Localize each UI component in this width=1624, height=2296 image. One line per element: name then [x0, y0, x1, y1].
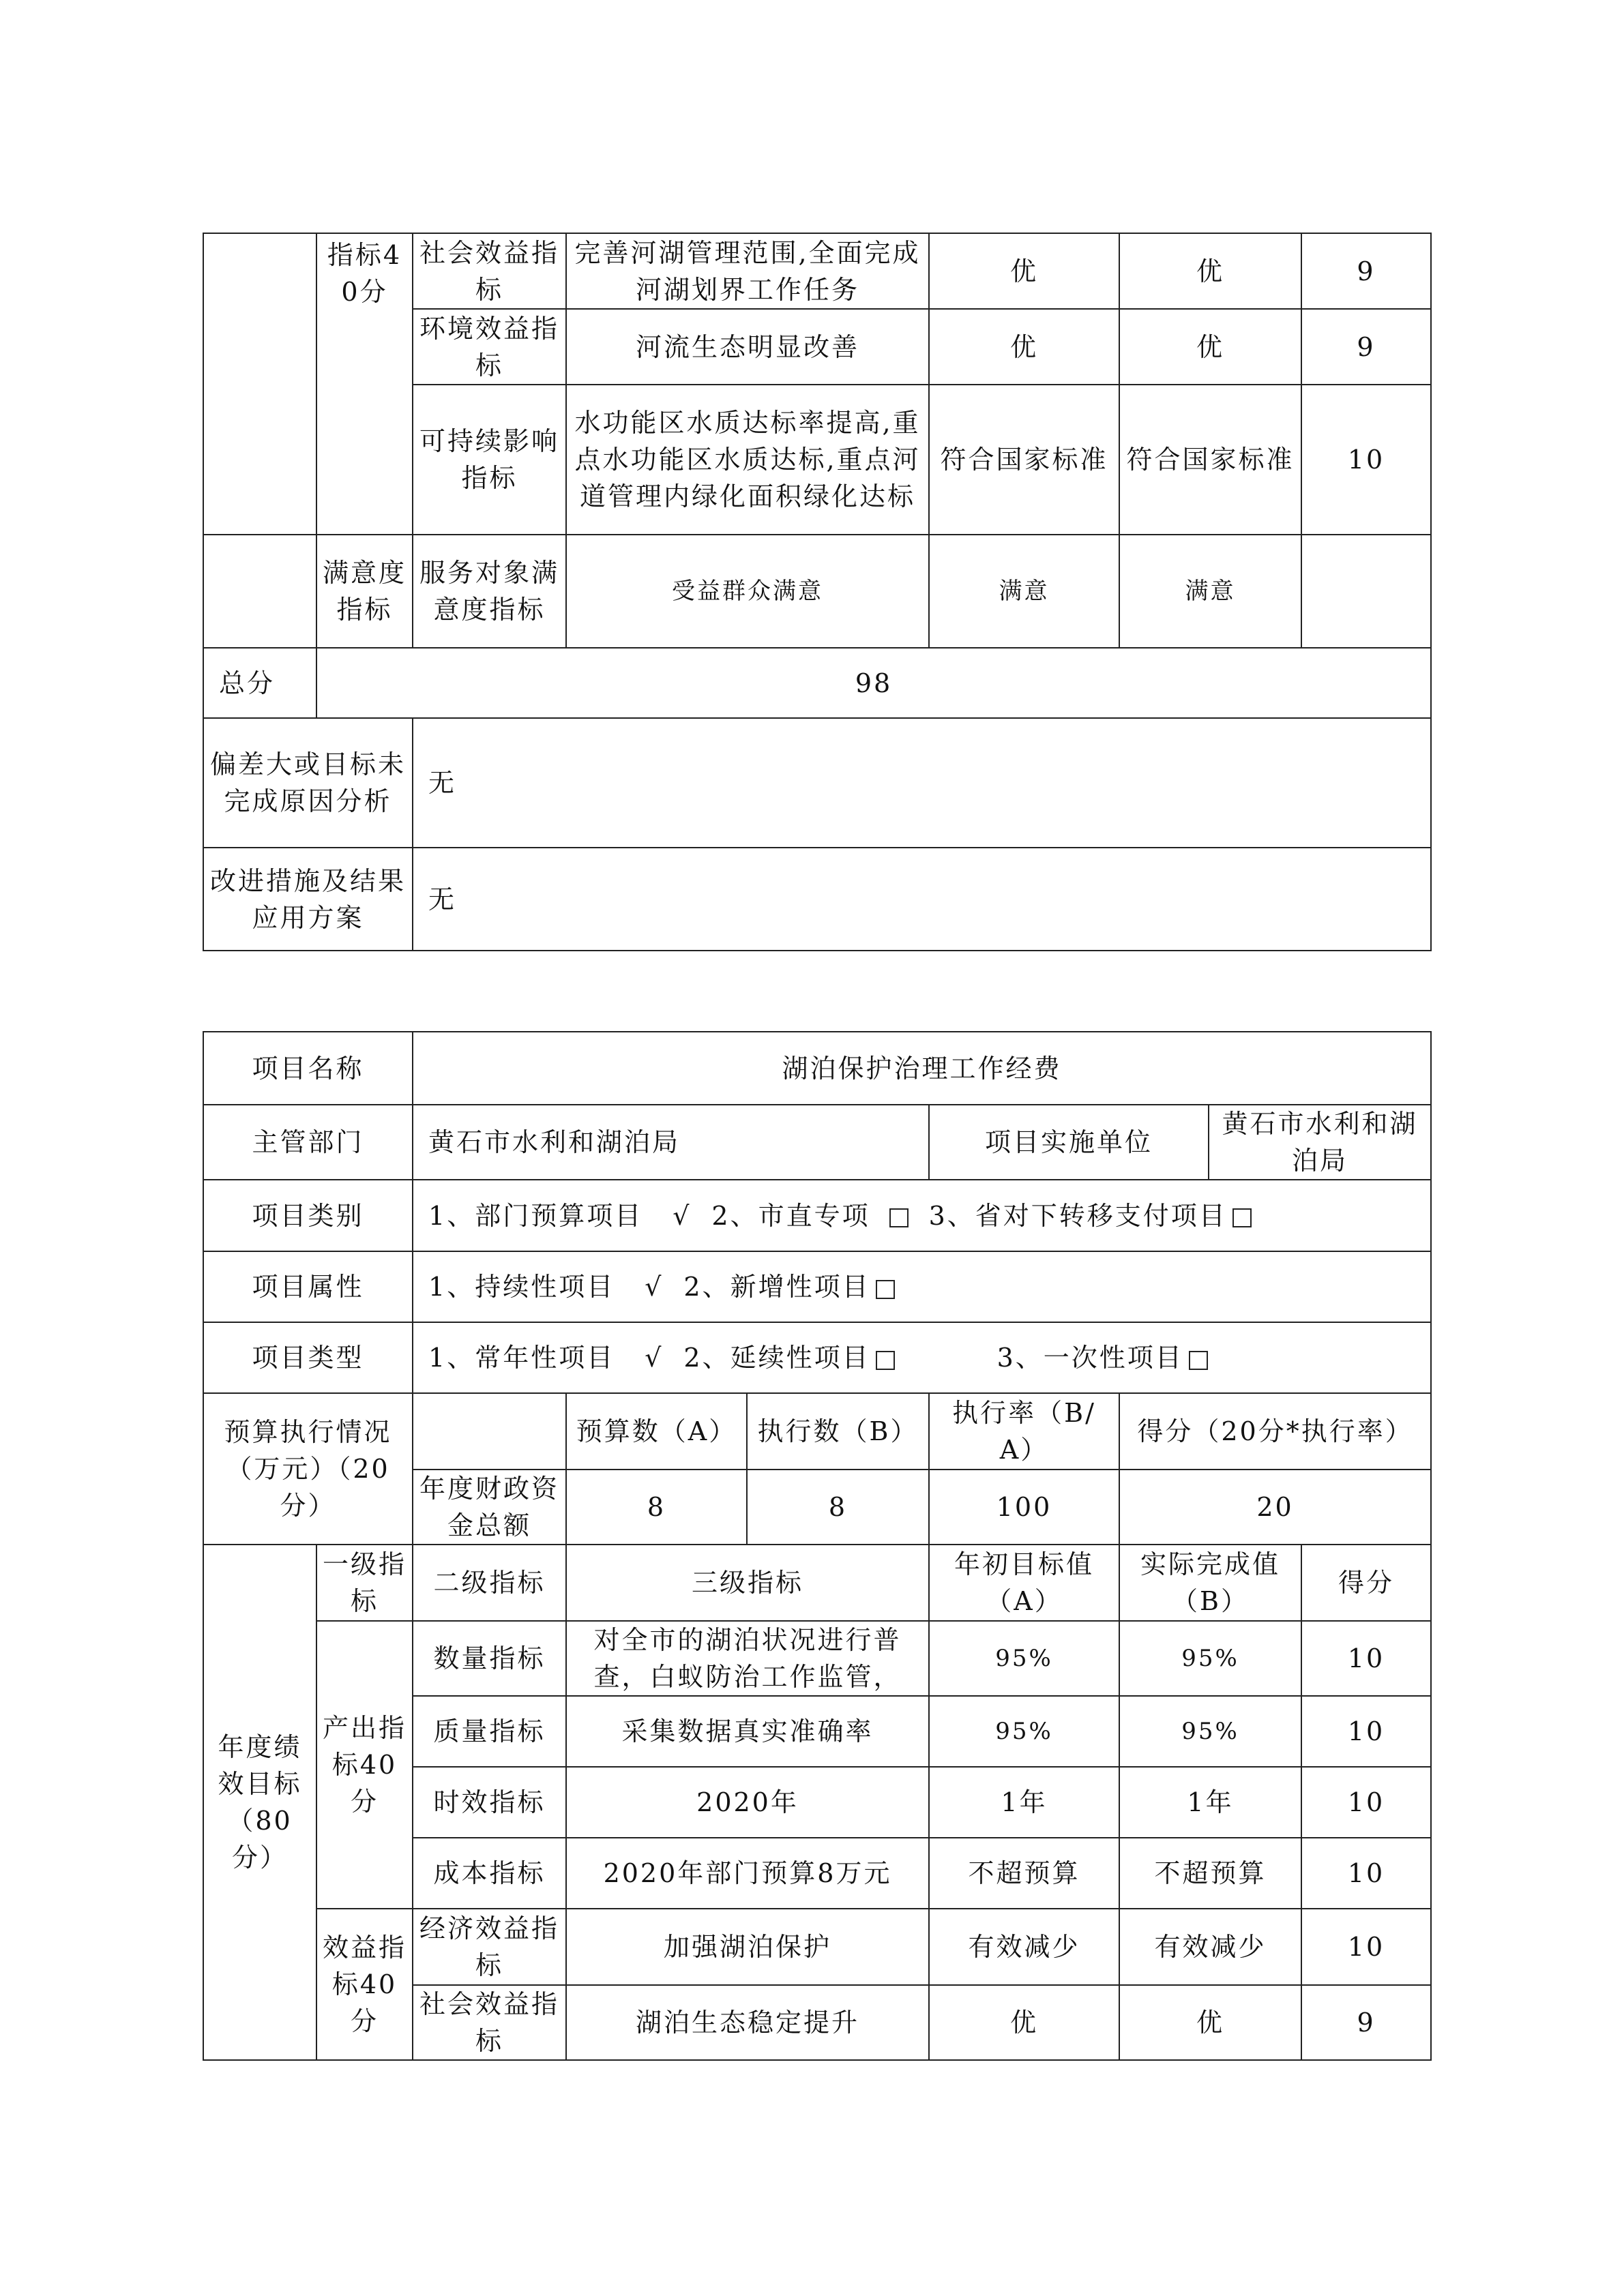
department-row — [203, 1105, 1431, 1180]
budget-value: 8 — [566, 1470, 747, 1545]
score-value — [1301, 535, 1431, 648]
budget-value: 100 — [929, 1470, 1119, 1545]
perf-label: 年度绩效目标（80分） — [203, 1545, 316, 2060]
actual-value: 优 — [1119, 233, 1301, 309]
check-mark-icon: √ — [645, 1343, 664, 1373]
blank-cell — [203, 233, 316, 535]
improvement-row — [203, 848, 1431, 951]
level3-indicator: 2020年部门预算8万元 — [566, 1838, 929, 1909]
level2-indicator: 质量指标 — [413, 1696, 566, 1767]
deviation-value: 无 — [413, 718, 1431, 848]
blank-cell — [203, 535, 316, 648]
benefit-indicator-label: 效益指标40分 — [316, 1909, 413, 2060]
score-value: 10 — [1301, 385, 1431, 535]
actual-value: 不超预算 — [1119, 1838, 1301, 1909]
actual-value: 符合国家标准 — [1119, 385, 1301, 535]
level3-indicator: 采集数据真实准确率 — [566, 1696, 929, 1767]
level3-indicator: 受益群众满意 — [566, 535, 929, 648]
actual-value: 有效减少 — [1119, 1909, 1301, 1985]
target-value: 不超预算 — [929, 1838, 1119, 1909]
level2-indicator: 可持续影响指标 — [413, 385, 566, 535]
perf-header: 得分 — [1301, 1545, 1431, 1621]
option-text: 1、持续性项目 — [428, 1272, 615, 1302]
perf-header: 二级指标 — [413, 1545, 566, 1621]
score-value: 9 — [1301, 309, 1431, 385]
budget-value: 8 — [747, 1470, 929, 1545]
table-row — [203, 1621, 1431, 1696]
target-value: 95% — [929, 1696, 1119, 1767]
output-indicator-label: 产出指标40分 — [316, 1621, 413, 1909]
score-value: 10 — [1301, 1909, 1431, 1985]
score-value: 10 — [1301, 1838, 1431, 1909]
checkbox-icon — [876, 1280, 895, 1299]
budget-row-label: 年度财政资金总额 — [413, 1470, 566, 1545]
option-text: 2、市直专项 — [711, 1200, 870, 1231]
type-options — [413, 1322, 1431, 1393]
level1-indicator: 指标40分 — [316, 233, 413, 535]
total-value: 98 — [316, 648, 1431, 718]
budget-header-row — [203, 1393, 1431, 1470]
level3-indicator: 2020年 — [566, 1767, 929, 1838]
level2-indicator: 成本指标 — [413, 1838, 566, 1909]
actual-value: 95% — [1119, 1696, 1301, 1767]
project-name-label: 项目名称 — [203, 1032, 413, 1105]
attribute-row — [203, 1251, 1431, 1322]
department-label: 主管部门 — [203, 1105, 413, 1180]
level2-indicator: 经济效益指标 — [413, 1909, 566, 1985]
project-name-row — [203, 1032, 1431, 1105]
blank-cell — [413, 1393, 566, 1470]
actual-value: 优 — [1119, 309, 1301, 385]
improvement-label: 改进措施及结果应用方案 — [203, 848, 413, 951]
target-value: 优 — [929, 1985, 1119, 2060]
level1-indicator: 满意度指标 — [316, 535, 413, 648]
target-value: 95% — [929, 1621, 1119, 1696]
target-value: 有效减少 — [929, 1909, 1119, 1985]
checkbox-icon — [1232, 1208, 1252, 1227]
deviation-row — [203, 718, 1431, 848]
total-row — [203, 648, 1431, 718]
performance-table-continued — [203, 233, 1432, 951]
actual-value: 满意 — [1119, 535, 1301, 648]
budget-header: 得分（20分*执行率） — [1119, 1393, 1431, 1470]
level3-indicator: 对全市的湖泊状况进行普查，白蚁防治工作监管， — [566, 1621, 929, 1696]
type-row — [203, 1322, 1431, 1393]
level3-indicator: 完善河湖管理范围,全面完成河湖划界工作任务 — [566, 233, 929, 309]
target-value: 满意 — [929, 535, 1119, 648]
budget-header: 执行数（B） — [747, 1393, 929, 1470]
level2-indicator: 社会效益指标 — [413, 233, 566, 309]
budget-value: 20 — [1119, 1470, 1431, 1545]
improvement-value: 无 — [413, 848, 1431, 951]
budget-header: 执行率（B/A） — [929, 1393, 1119, 1470]
level3-indicator: 加强湖泊保护 — [566, 1909, 929, 1985]
department-value: 黄石市水利和湖泊局 — [413, 1105, 929, 1180]
score-value: 10 — [1301, 1767, 1431, 1838]
option-text: 3、省对下转移支付项目 — [928, 1200, 1227, 1231]
level3-indicator: 湖泊生态稳定提升 — [566, 1985, 929, 2060]
option-text: 2、延续性项目 — [683, 1343, 870, 1373]
perf-header: 实际完成值（B） — [1119, 1545, 1301, 1621]
perf-header: 年初目标值（A） — [929, 1545, 1119, 1621]
level2-indicator: 服务对象满意度指标 — [413, 535, 566, 648]
category-options — [413, 1180, 1431, 1251]
budget-header: 预算数（A） — [566, 1393, 747, 1470]
option-text: 1、常年性项目 — [428, 1343, 615, 1373]
category-row — [203, 1180, 1431, 1251]
perf-header: 一级指标 — [316, 1545, 413, 1621]
level3-indicator: 河流生态明显改善 — [566, 309, 929, 385]
attribute-options — [413, 1251, 1431, 1322]
type-label: 项目类型 — [203, 1322, 413, 1393]
actual-value: 1年 — [1119, 1767, 1301, 1838]
implementing-unit-value: 黄石市水利和湖泊局 — [1209, 1105, 1431, 1180]
table-row — [203, 233, 1431, 309]
target-value: 优 — [929, 233, 1119, 309]
score-value: 9 — [1301, 1985, 1431, 2060]
level3-indicator: 水功能区水质达标率提高,重点水功能区水质达标,重点河道管理内绿化面积绿化达标 — [566, 385, 929, 535]
table-row — [203, 1909, 1431, 1985]
level2-indicator: 数量指标 — [413, 1621, 566, 1696]
check-mark-icon: √ — [645, 1272, 664, 1302]
perf-header-row — [203, 1545, 1431, 1621]
checkbox-icon — [1189, 1351, 1208, 1370]
project-table — [203, 1031, 1432, 2061]
option-text: 3、一次性项目 — [996, 1343, 1183, 1373]
level2-indicator: 时效指标 — [413, 1767, 566, 1838]
implementing-unit-label: 项目实施单位 — [929, 1105, 1209, 1180]
score-value: 10 — [1301, 1696, 1431, 1767]
check-mark-icon: √ — [673, 1200, 692, 1231]
perf-header: 三级指标 — [566, 1545, 929, 1621]
level2-indicator: 社会效益指标 — [413, 1985, 566, 2060]
budget-label: 预算执行情况（万元）（20分） — [203, 1393, 413, 1545]
total-label: 总分 — [203, 648, 316, 718]
option-text: 1、部门预算项目 — [428, 1200, 643, 1231]
target-value: 符合国家标准 — [929, 385, 1119, 535]
checkbox-icon — [889, 1208, 909, 1227]
target-value: 优 — [929, 309, 1119, 385]
target-value: 1年 — [929, 1767, 1119, 1838]
score-value: 10 — [1301, 1621, 1431, 1696]
score-value: 9 — [1301, 233, 1431, 309]
deviation-label: 偏差大或目标未完成原因分析 — [203, 718, 413, 848]
project-name-value: 湖泊保护治理工作经费 — [413, 1032, 1431, 1105]
actual-value: 95% — [1119, 1621, 1301, 1696]
option-text: 2、新增性项目 — [683, 1272, 870, 1302]
attribute-label: 项目属性 — [203, 1251, 413, 1322]
level2-indicator: 环境效益指标 — [413, 309, 566, 385]
table-row — [203, 535, 1431, 648]
actual-value: 优 — [1119, 1985, 1301, 2060]
checkbox-icon — [876, 1351, 895, 1370]
category-label: 项目类别 — [203, 1180, 413, 1251]
